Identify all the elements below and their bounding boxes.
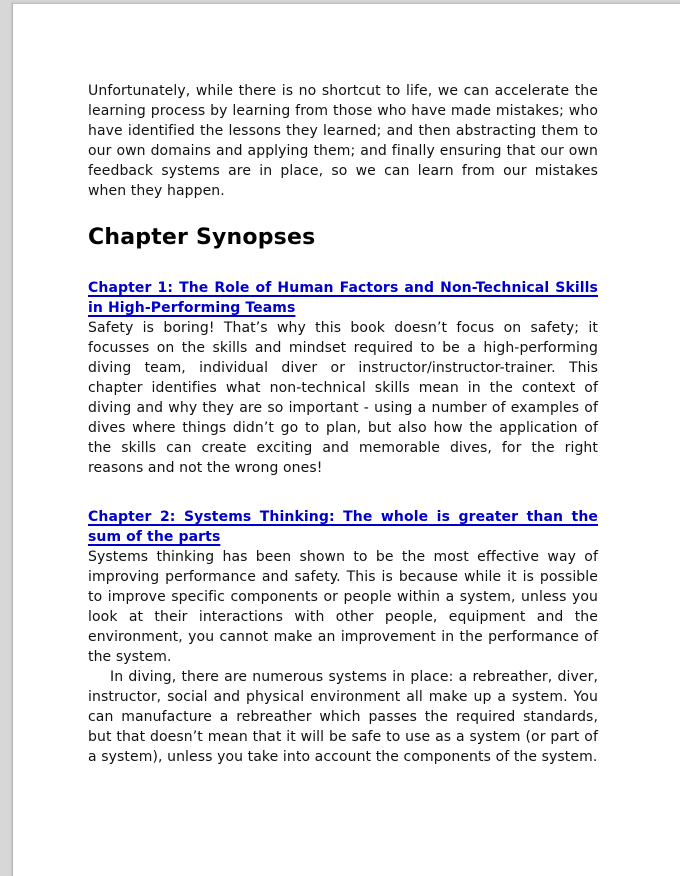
chapter-1-link[interactable]: Chapter 1: The Role of Human Factors and Non-Technical Skills in High-Performing Teams: [88, 280, 598, 316]
intro-paragraph: Unfortunately, while there is no shortcut to life, we can accelerate the learning process by learning from those who have made mistakes; who have identified the lessons they learned; and then abstracting them to our own domains and applying them; and finally ensuring that our own feedback systems are in place, so we can learn from our mistakes when they happen.: [88, 83, 598, 199]
document-page: [12, 3, 680, 876]
chapter-2-synopsis-paragraph-1: Systems thinking has been shown to be the most effective way of improving performance and safety. This is because while it is possible to improve specific components or people within a system, unless you look at their interactions with other people, equipment and the environment, you cannot make an improvement in the performance of the system.: [88, 549, 598, 665]
chapter-1-synopsis: Safety is boring! That’s why this book doesn’t focus on safety; it focusses on the skills and mindset required to be a high-performing diving team, individual diver or instructor/instructor-trainer. This chapter identifies what non-technical skills mean in the context of diving and why they are so important - using a number of examples of dives where things didn’t go to plan, but also how the application of the skills can create exciting and memorable dives, for the right reasons and not the wrong ones!: [88, 320, 598, 476]
chapter-2-synopsis-block: [88, 507, 604, 767]
section-heading: Chapter Synopses: [88, 225, 316, 250]
chapter-2-link[interactable]: Chapter 2: Systems Thinking: The whole is greater than the sum of the parts: [88, 509, 598, 545]
chapter-2-synopsis-paragraph-2: In diving, there are numerous systems in place: a rebreather, diver, instructor, social and physical environment all make up a system. You can manufacture a rebreather which passes the required standards, but that doesn’t mean that it will be safe to use as a system (or part of a system), unless you take into account the components of the system.: [88, 669, 598, 765]
chapter-1-synopsis-block: [88, 278, 604, 478]
